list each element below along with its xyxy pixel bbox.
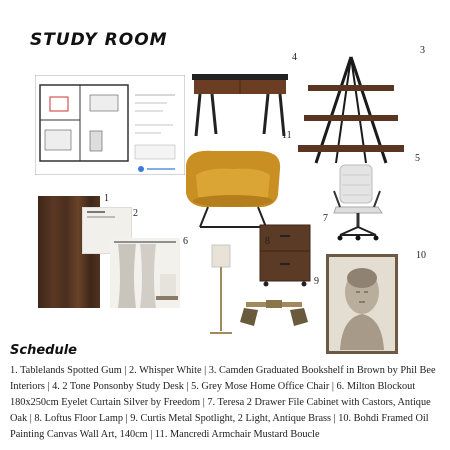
item-number-9: 9 [314, 276, 319, 287]
board-title: STUDY ROOM [30, 30, 168, 50]
schedule-text: 1. Tablelands Spotted Gum | 2. Whisper White | 3. Camden Graduated Bookshelf in Brown by Phil Bee Interiors | 4. 2 Tone Ponsonby Study Desk | 5. Grey Mose Home Office Chair | 6. Milton Blockout 180x250cm Eyelet Curtain Silver by Freedom | 7. Teresa 2 Drawer File Cabinet with Castors, Antique Oak | 8. Loftus Floor Lamp | 9. Curtis Metal Spotlight, 2 Light, Antique Brass | 10. Bohdi Framed Oil Painting Canvas Wall Art, 140cm | 11. Mancredi Armchair Mustard Boucle [10, 365, 436, 440]
curtain-image [110, 238, 180, 312]
item-number-8: 8 [265, 236, 270, 247]
item-number-1: 1 [104, 193, 109, 204]
item-number-10: 10 [416, 250, 426, 261]
floor-lamp-image [206, 243, 236, 342]
item-number-4: 4 [292, 52, 297, 63]
office-chair-image [330, 163, 390, 247]
schedule-heading: Schedule [10, 343, 77, 358]
study-desk-image [190, 70, 290, 144]
item-number-2: 2 [133, 208, 138, 219]
mustard-armchair-image [178, 145, 288, 234]
file-cabinet-image [258, 223, 313, 292]
item-number-5: 5 [415, 153, 420, 164]
floor-plan-image [35, 75, 185, 179]
bookshelf-image [296, 55, 406, 169]
spotlight-image [236, 298, 311, 334]
item-number-6: 6 [183, 236, 188, 247]
item-number-11: 11 [282, 130, 292, 141]
item-number-7: 7 [323, 213, 328, 224]
item-number-3: 3 [420, 45, 425, 56]
buddha-painting-image [326, 254, 398, 358]
